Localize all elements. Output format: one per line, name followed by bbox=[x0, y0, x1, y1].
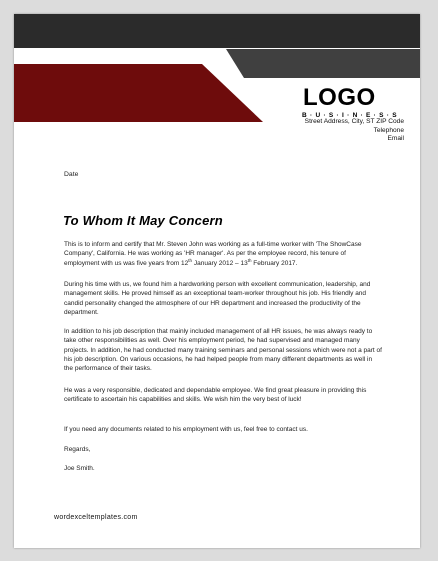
p1-sup-2: th bbox=[247, 257, 252, 263]
company-logo: LOGO bbox=[303, 84, 376, 111]
company-address bbox=[305, 118, 404, 144]
address-line: Street Address, City, ST ZIP Code bbox=[304, 118, 404, 125]
paragraph-intro bbox=[64, 240, 382, 268]
header-grey-band bbox=[226, 49, 420, 78]
paragraph-closing: He was a very responsible, dedicated and dependable employee. We find great pleasure in providing this certificate to ascertain his capabilities and skills. We wish him the very best of luck! bbox=[64, 387, 367, 404]
header-dark-bar bbox=[14, 14, 420, 48]
footer-website: wordexceltemplates.com bbox=[54, 514, 138, 521]
paragraph-responsibilities: In addition to his job description that mainly included management of all HR issues, he was always ready to take other responsibilities as well. Over his employment period, he had supervised and managed many projects. In addition, he had conducted many training seminars and personal sessions which were not a part of his job description. On various occasions, he had helped people from many different departments as well in the performance of their tasks. bbox=[64, 328, 382, 373]
closing-regards: Regards, bbox=[64, 446, 91, 453]
p1-text-b: January 2012 – 13 bbox=[192, 259, 248, 267]
header-red-band bbox=[14, 64, 263, 122]
paragraph-contact: If you need any documents related to his employment with us, feel free to contact us. bbox=[64, 426, 308, 433]
date-label: Date bbox=[64, 171, 79, 178]
signature-name: Joe Smith. bbox=[64, 465, 95, 472]
paragraph-skills: During his time with us, we found him a hardworking person with excellent communication, leadership, and management skills. He proved himself as an exceptional team-worker throughout his job. His friendly and candid personality changed the atmosphere of our HR department and increased the productivity of the department. bbox=[64, 281, 371, 316]
p1-text-a: This is to inform and certify that Mr. Steven John was working as a full-time worker with 'The ShowCase Company', California. He was working as 'HR manager'. As per the employee record, his tenure of employment with us was five years from 12 bbox=[64, 241, 362, 267]
letter-page bbox=[14, 14, 420, 548]
telephone-line: Telephone bbox=[373, 126, 404, 134]
p1-sup-1: th bbox=[188, 257, 193, 263]
letter-title: To Whom It May Concern bbox=[63, 213, 223, 228]
p1-text-c: February 2017. bbox=[251, 259, 298, 267]
logo-tagline: B·U·S·I·N·E·S·S bbox=[302, 112, 400, 119]
email-line: Email bbox=[387, 135, 404, 142]
